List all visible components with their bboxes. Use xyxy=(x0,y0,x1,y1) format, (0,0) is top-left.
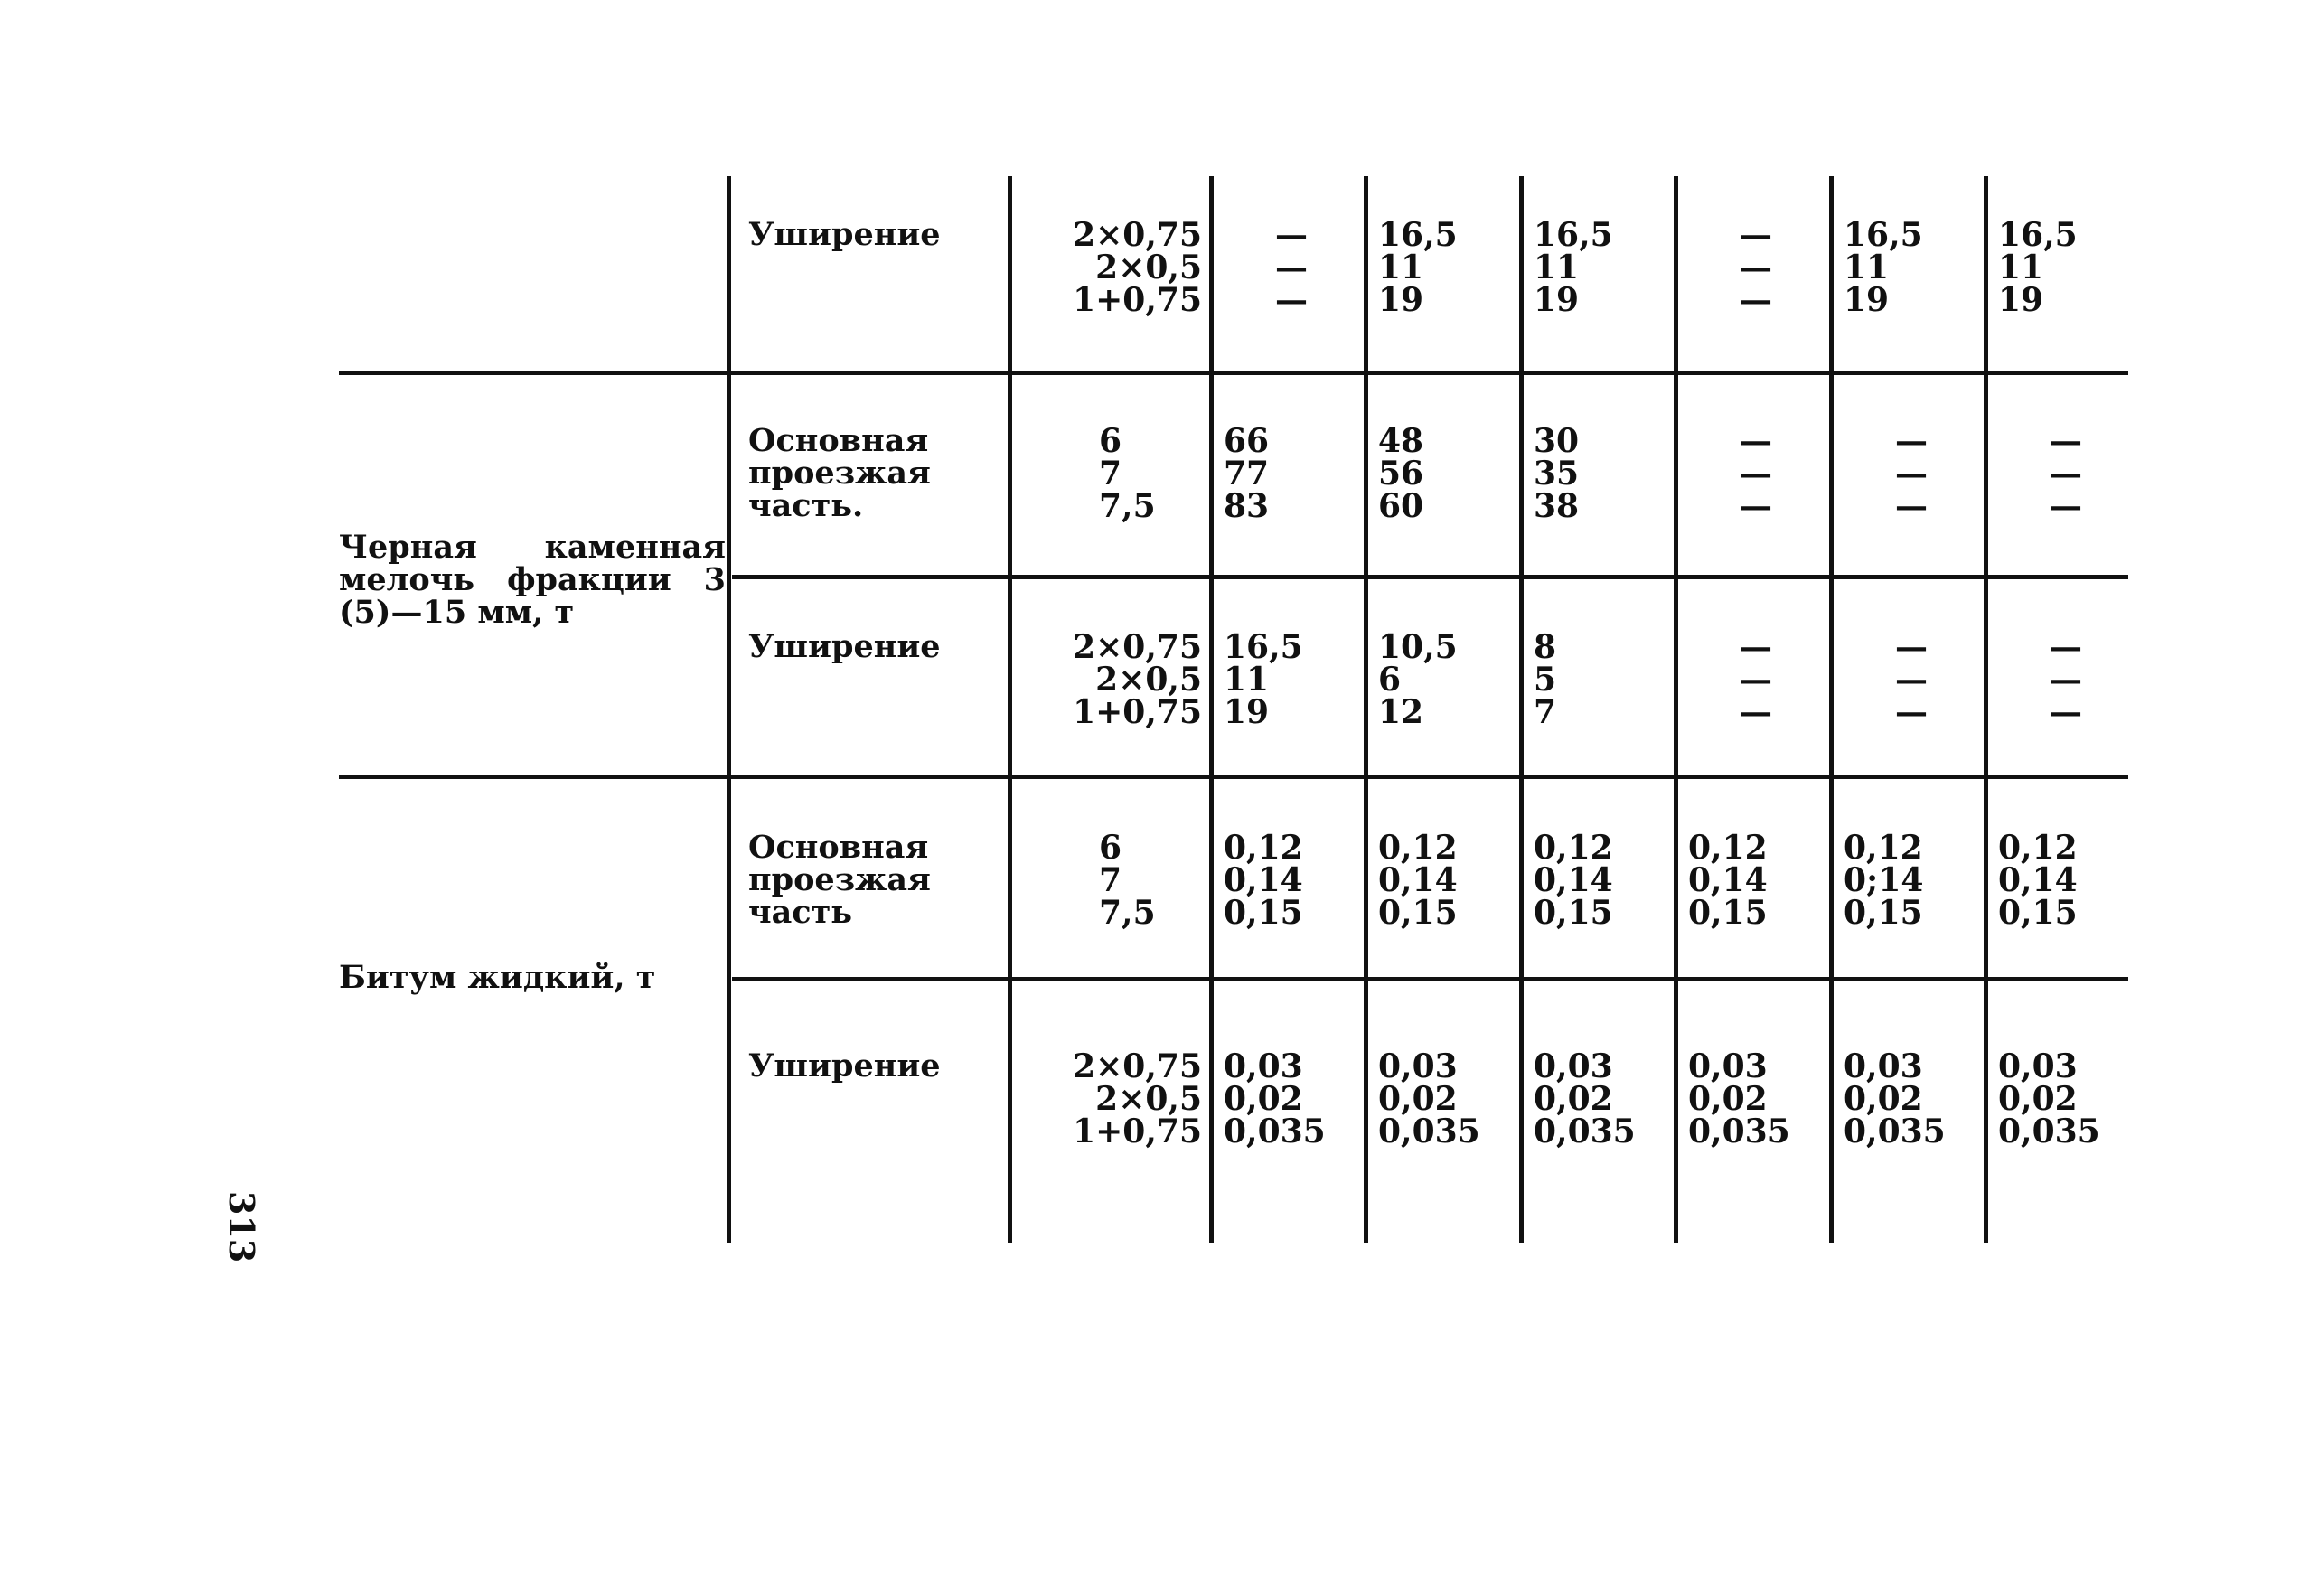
value-cell xyxy=(1534,422,1669,525)
width-value: 1+0,75 xyxy=(1073,281,1202,319)
value-cell xyxy=(1378,422,1514,525)
cell-value: 56 xyxy=(1378,455,1424,493)
cell-value: — xyxy=(1275,281,1308,319)
value-cell xyxy=(1534,216,1669,319)
cell-value: — xyxy=(1895,487,1928,525)
cell-value: 48 xyxy=(1378,422,1424,460)
cell-value: — xyxy=(2050,661,2082,699)
cell-value: — xyxy=(1275,216,1308,254)
value-cell xyxy=(1998,216,2134,319)
value-cell xyxy=(1998,422,2134,525)
cell-value: 0,035 xyxy=(1534,1113,1636,1150)
cell-value: — xyxy=(2050,455,2082,493)
cell-value: 38 xyxy=(1534,487,1580,525)
value-cell xyxy=(1998,829,2134,932)
cell-value: 0,15 xyxy=(1378,894,1458,932)
cell-value: 0,03 xyxy=(1534,1047,1613,1085)
width-values xyxy=(1021,1047,1202,1150)
width-value: 1+0,75 xyxy=(1073,1113,1202,1150)
cell-value: 16,5 xyxy=(1998,216,2078,254)
cell-value: 0,035 xyxy=(1844,1113,1946,1150)
cell-value: 0,035 xyxy=(1688,1113,1790,1150)
column-divider xyxy=(727,176,731,1243)
cell-value: 11 xyxy=(1844,249,1890,286)
cell-value: 35 xyxy=(1534,455,1580,493)
cell-value: 0,035 xyxy=(1998,1113,2100,1150)
column-divider xyxy=(1008,176,1012,1243)
cell-value: — xyxy=(2050,422,2082,460)
value-cell xyxy=(1378,1047,1514,1150)
cell-value: 0,03 xyxy=(1224,1047,1303,1085)
value-cell xyxy=(1224,1047,1359,1150)
rule-top-section-end xyxy=(339,371,2128,375)
cell-value: 0,12 xyxy=(1688,829,1768,867)
section-label: Основная проезжая часть. xyxy=(748,422,931,524)
cell-value: — xyxy=(2050,487,2082,525)
cell-value: 0,03 xyxy=(1844,1047,1923,1085)
width-value: 2×0,5 xyxy=(1095,249,1202,286)
width-value: 2×0,75 xyxy=(1073,628,1202,666)
value-cell xyxy=(1224,628,1359,731)
cell-value: 0,03 xyxy=(1998,1047,2078,1085)
cell-value: 0,12 xyxy=(1224,829,1303,867)
cell-value: 0,02 xyxy=(1688,1080,1768,1118)
cell-value: 19 xyxy=(1844,281,1890,319)
value-cell xyxy=(1378,628,1514,731)
column-divider xyxy=(1674,176,1678,1243)
section-label: Уширение xyxy=(748,216,941,253)
cell-value: 0,12 xyxy=(1534,829,1613,867)
value-cell xyxy=(1534,1047,1669,1150)
width-value: 7 xyxy=(1099,455,1122,493)
value-cell xyxy=(1688,422,1824,525)
cell-value: 5 xyxy=(1534,661,1557,699)
cell-value: 11 xyxy=(1534,249,1580,286)
cell-value: — xyxy=(2050,693,2082,731)
width-value: 2×0,5 xyxy=(1095,661,1202,699)
column-divider xyxy=(1829,176,1834,1243)
cell-value: 6 xyxy=(1378,661,1402,699)
column-divider xyxy=(1209,176,1214,1243)
cell-value: 0,02 xyxy=(1224,1080,1303,1118)
cell-value: 7 xyxy=(1534,693,1557,731)
width-values xyxy=(1021,216,1202,319)
cell-value: 0,12 xyxy=(1998,829,2078,867)
value-cell xyxy=(1844,216,1979,319)
cell-value: 30 xyxy=(1534,422,1580,460)
column-divider xyxy=(1364,176,1368,1243)
cell-value: 12 xyxy=(1378,693,1424,731)
cell-value: — xyxy=(1740,628,1772,666)
cell-value: — xyxy=(1740,693,1772,731)
cell-value: — xyxy=(1740,487,1772,525)
cell-value: — xyxy=(1740,455,1772,493)
section-label: Основная проезжая часть xyxy=(748,829,931,931)
cell-value: 0,14 xyxy=(1998,861,2078,899)
value-cell xyxy=(1378,829,1514,932)
cell-value: 0;14 xyxy=(1844,861,1924,899)
cell-value: 0,14 xyxy=(1688,861,1768,899)
width-values xyxy=(1021,628,1202,731)
cell-value: — xyxy=(1895,422,1928,460)
cell-value: 66 xyxy=(1224,422,1270,460)
value-cell xyxy=(1224,216,1359,319)
cell-value: — xyxy=(1740,422,1772,460)
cell-value: 16,5 xyxy=(1224,628,1303,666)
section-label: Уширение xyxy=(748,1047,941,1084)
cell-value: — xyxy=(1740,249,1772,286)
cell-value: — xyxy=(1740,661,1772,699)
value-cell xyxy=(1998,628,2134,731)
cell-value: 0,035 xyxy=(1378,1113,1480,1150)
value-cell xyxy=(1844,1047,1979,1150)
cell-value: 0,15 xyxy=(1998,894,2078,932)
cell-value: 10,5 xyxy=(1378,628,1458,666)
width-value: 2×0,75 xyxy=(1073,1047,1202,1085)
material-label-bitumen: Битум жидкий, т xyxy=(339,959,656,996)
cell-value: 11 xyxy=(1998,249,2044,286)
cell-value: — xyxy=(1895,628,1928,666)
rule-bitumen-mid xyxy=(732,977,2128,981)
cell-value: 83 xyxy=(1224,487,1270,525)
width-value: 2×0,5 xyxy=(1095,1080,1202,1118)
value-cell xyxy=(1534,829,1669,932)
cell-value: 0,14 xyxy=(1224,861,1303,899)
cell-value: — xyxy=(1895,661,1928,699)
width-value: 6 xyxy=(1099,422,1122,460)
rule-stone-end xyxy=(339,775,2128,779)
width-value: 7,5 xyxy=(1099,894,1156,932)
cell-value: — xyxy=(1275,249,1308,286)
value-cell xyxy=(1224,829,1359,932)
cell-value: 60 xyxy=(1378,487,1424,525)
cell-value: 0,15 xyxy=(1844,894,1923,932)
width-value: 7 xyxy=(1099,861,1122,899)
value-cell xyxy=(1844,829,1979,932)
cell-value: — xyxy=(1895,693,1928,731)
page-number: 313 xyxy=(221,1191,262,1263)
cell-value: 0,14 xyxy=(1534,861,1613,899)
section-label: Уширение xyxy=(748,628,941,665)
value-cell xyxy=(1688,216,1824,319)
cell-value: 0,12 xyxy=(1378,829,1458,867)
cell-value: 0,02 xyxy=(1998,1080,2078,1118)
cell-value: 11 xyxy=(1224,661,1270,699)
cell-value: 19 xyxy=(1534,281,1580,319)
cell-value: 0,15 xyxy=(1534,894,1613,932)
cell-value: — xyxy=(1895,455,1928,493)
cell-value: 0,03 xyxy=(1688,1047,1768,1085)
width-value: 2×0,75 xyxy=(1073,216,1202,254)
cell-value: 0,02 xyxy=(1534,1080,1613,1118)
value-cell xyxy=(1998,1047,2134,1150)
cell-value: — xyxy=(1740,281,1772,319)
cell-value: 0,15 xyxy=(1224,894,1303,932)
value-cell xyxy=(1688,1047,1824,1150)
rule-stone-mid xyxy=(732,575,2128,579)
cell-value: 16,5 xyxy=(1378,216,1458,254)
cell-value: 0,14 xyxy=(1378,861,1458,899)
width-value: 7,5 xyxy=(1099,487,1156,525)
cell-value: — xyxy=(2050,628,2082,666)
cell-value: 16,5 xyxy=(1534,216,1613,254)
cell-value: 11 xyxy=(1378,249,1424,286)
width-value: 6 xyxy=(1099,829,1122,867)
cell-value: 0,03 xyxy=(1378,1047,1458,1085)
width-value: 1+0,75 xyxy=(1073,693,1202,731)
value-cell xyxy=(1224,422,1359,525)
value-cell xyxy=(1844,422,1979,525)
cell-value: 77 xyxy=(1224,455,1270,493)
cell-value: 0,035 xyxy=(1224,1113,1326,1150)
value-cell xyxy=(1688,829,1824,932)
cell-value: 0,15 xyxy=(1688,894,1768,932)
column-divider xyxy=(1984,176,1988,1243)
cell-value: — xyxy=(1740,216,1772,254)
cell-value: 0,12 xyxy=(1844,829,1923,867)
value-cell xyxy=(1534,628,1669,731)
column-divider xyxy=(1519,176,1524,1243)
value-cell xyxy=(1378,216,1514,319)
cell-value: 0,02 xyxy=(1844,1080,1923,1118)
cell-value: 19 xyxy=(1998,281,2044,319)
material-label-stone: Черная каменная мелочь фракции 3 (5)—15 мм, т xyxy=(339,529,726,631)
cell-value: 16,5 xyxy=(1844,216,1923,254)
value-cell xyxy=(1688,628,1824,731)
cell-value: 8 xyxy=(1534,628,1557,666)
value-cell xyxy=(1844,628,1979,731)
cell-value: 0,02 xyxy=(1378,1080,1458,1118)
cell-value: 19 xyxy=(1224,693,1270,731)
cell-value: 19 xyxy=(1378,281,1424,319)
